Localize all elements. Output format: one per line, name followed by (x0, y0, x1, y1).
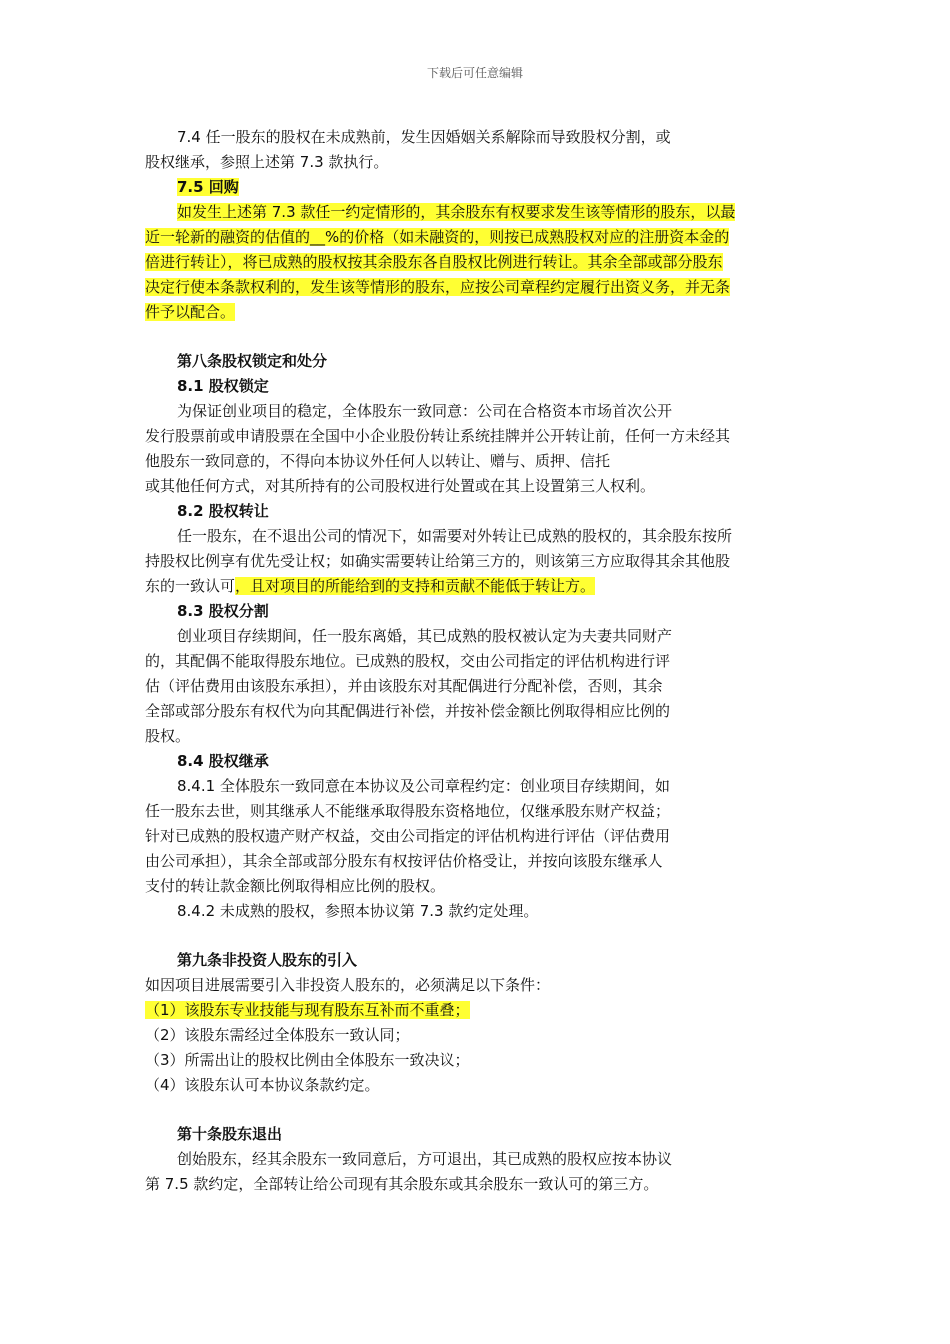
clause-7-4-line: 7.4 任一股东的股权在未成熟前，发生因婚姻关系解除而导致股权分割，或 (177, 128, 671, 146)
clause-8-1-line: 发行股票前或申请股票在全国中小企业股份转让系统挂牌并公开转让前，任何一方未经其 (145, 427, 731, 445)
clause-7-4-line: 股权继承，参照上述第 7.3 款执行。 (145, 153, 389, 171)
clause-8-3-line: 的，其配偶不能取得股东地位。已成熟的股权，交由公司指定的评估机构进行评 (145, 652, 671, 670)
clause-8-2-line: 东的一致认可 (145, 577, 236, 595)
article-10-title: 第十条股东退出 (177, 1125, 283, 1143)
clause-7-5-line: 决定行使本条款权利的，发生该等情形的股东，应按公司章程约定履行出资义务，并无条 (145, 278, 731, 296)
clause-8-2-line: 持股权比例享有优先受让权；如确实需要转让给第三方的，则该第三方应取得其余其他股 (145, 552, 731, 570)
condition-item-4: （4）该股东认可本协议条款约定。 (145, 1076, 380, 1094)
condition-item-3: （3）所需出让的股权比例由全体股东一致决议； (145, 1051, 470, 1069)
clause-8-4-line: 支付的转让款金额比例取得相应比例的股权。 (145, 877, 446, 895)
clause-8-1-title: 8.1 股权锁定 (177, 377, 269, 395)
clause-8-1-line: 他股东一致同意的，不得向本协议外任何人以转让、赠与、质押、信托 (145, 452, 611, 470)
clause-7-5-line: 件予以配合。 (145, 303, 236, 321)
clause-8-4-line: 8.4.1 全体股东一致同意在本协议及公司章程约定：创业项目存续期间，如 (177, 777, 670, 795)
clause-7-5-line: 倍进行转让），将已成熟的股权按其余股东各自股权比例进行转让。其余全部或部分股东 (145, 253, 723, 271)
clause-8-1-line: 或其他任何方式，对其所持有的公司股权进行处置或在其上设置第三人权利。 (145, 477, 656, 495)
article-10-line: 创始股东，经其余股东一致同意后，方可退出，其已成熟的股权应按本协议 (177, 1150, 673, 1168)
clause-7-5-line: 如发生上述第 7.3 款任一约定情形的，其余股东有权要求发生该等情形的股东，以最 (177, 203, 736, 221)
clause-8-3-line: 创业项目存续期间，任一股东离婚，其已成熟的股权被认定为夫妻共同财产 (177, 627, 673, 645)
clause-8-2-line: 任一股东，在不退出公司的情况下，如需要对外转让已成熟的股权的，其余股东按所 (177, 527, 733, 545)
clause-8-4-2-line: 8.4.2 未成熟的股权，参照本协议第 7.3 款约定处理。 (177, 902, 539, 920)
article-8-title: 第八条股权锁定和处分 (177, 352, 328, 370)
clause-8-3-title: 8.3 股权分割 (177, 602, 269, 620)
clause-8-3-line: 全部或部分股东有权代为向其配偶进行补偿，并按补偿金额比例取得相应比例的 (145, 702, 671, 720)
clause-8-2-highlight: ，且对项目的所能给到的支持和贡献不能低于转让方。 (235, 577, 596, 595)
article-9-title: 第九条非投资人股东的引入 (177, 951, 358, 969)
clause-7-5-line: 近一轮新的融资的估值的__%的价格（如未融资的，则按已成熟股权对应的注册资本金的 (145, 228, 730, 246)
article-9-intro: 如因项目进展需要引入非投资人股东的，必须满足以下条件： (145, 976, 551, 994)
clause-8-3-line: 股权。 (145, 727, 191, 745)
condition-item-2: （2）该股东需经过全体股东一致认同； (145, 1026, 410, 1044)
article-10-line: 第 7.5 款约定，全部转让给公司现有其余股东或其余股东一致认可的第三方。 (145, 1175, 659, 1193)
page-header: 下载后可任意编辑 (426, 66, 523, 80)
clause-8-4-title: 8.4 股权继承 (177, 752, 269, 770)
clause-8-3-line: 估（评估费用由该股东承担），并由该股东对其配偶进行分配补偿，否则，其余 (145, 677, 663, 695)
clause-8-2-title: 8.2 股权转让 (177, 502, 269, 520)
clause-8-4-line: 任一股东去世，则其继承人不能继承取得股东资格地位，仅继承股东财产权益； (145, 802, 671, 820)
clause-8-1-line: 为保证创业项目的稳定，全体股东一致同意：公司在合格资本市场首次公开 (177, 402, 673, 420)
document-body (145, 125, 810, 1197)
clause-8-4-line: 针对已成熟的股权遗产财产权益，交由公司指定的评估机构进行评估（评估费用 (145, 827, 671, 845)
clause-7-5-title: 7.5 回购 (177, 178, 239, 196)
clause-8-4-line: 由公司承担），其余全部或部分股东有权按评估价格受让，并按向该股东继承人 (145, 852, 663, 870)
condition-item-1: （1）该股东专业技能与现有股东互补而不重叠； (145, 1001, 470, 1019)
